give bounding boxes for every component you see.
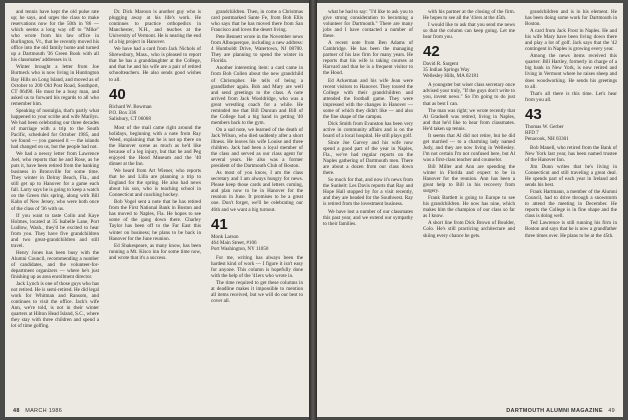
paragraph: grandchildren. Then, in come a Christmas card postmarked Sante Fe, from Bob Ellis who says that he has moved there from San Francisco and loves the desert living.	[211, 9, 303, 34]
class-notes-text	[109, 125, 201, 261]
paragraph: The time required to get these columns in at deadline makes it impossible to mention all items received, but we will do our best to cover all.	[211, 279, 303, 305]
class-notes-text	[211, 255, 303, 304]
paragraph: with his partner at the closing of the firm. He hopes to see all the '41ers at the 45th.	[423, 9, 515, 22]
left-column-3	[211, 9, 303, 305]
paragraph: On a sad note, we learned of the death of Jack Wilson, who died suddenly after a short illness. He leaves his wife Louise and three children. Jack had been a loyal member of the class and served as our class agent for several years. He also was a former president of the Dartmouth Club of Boston.	[211, 126, 303, 170]
paragraph: Bob Vogel sent a note that he has retired from the First National Bank in Boston and has moved to Naples, Fla. He hopes to see some of the gang down there. Charley Taylor has been off to the Far East this winter on business; he plans to be back in Hanover for the June reunion.	[109, 199, 201, 242]
paragraph: Bob Manell, who retired from the Bank of New York last year, has been named trustee of the Hanover Inn.	[525, 144, 617, 163]
paragraph: Among the news items received this quarter: Bill Hartley, formerly in charge of a big bank in New York, is now retired and living in Vermont where he raises sheep and does woodworking. He sends his greetings to all.	[525, 53, 617, 90]
class-secretary-address: Richard W. Bowman P.O. Box 336 Salisbury, CT 06068	[109, 103, 152, 122]
page-number: 48	[13, 408, 20, 414]
paragraph: It seems that Al did not retire, but he did get married — to a charming lady named Judy, and they are now living in Wellesley. I'm not certain I'm not confused here, but Al was a first-class teacher and counselor.	[423, 132, 515, 163]
paragraph: Winter brought a letter from Joe Burtneck who is now living in Huntington Bay Hills on Long Island, and moved as of October to 200 Old Post Road, Southport, CT 06490. He must be a busy man, and asked us to forward his regards to all who remember him.	[11, 64, 99, 107]
class-notes-text	[525, 145, 617, 239]
class-notes-text	[525, 9, 617, 103]
class-notes-text	[323, 9, 413, 227]
paragraph: Most of the mail came right around the holidays, beginning with a note from Ray Weed, explaining that he is not up there on the Hanover scene as much as he'd like because of a leg injury, but that he and Peg enjoyed the Hood Museum and the '40 dinner at the Inn.	[109, 124, 201, 167]
paragraph: Ted Lawrence is still running his firm in Boston and says that he is now a grandfather three times over. He plans to be at the 45th.	[525, 220, 617, 239]
paragraph: Jim Dunn writes that he's living in Connecticut and still traveling a great deal. He spends part of each year in Ireland and sends his best.	[525, 163, 617, 189]
paragraph: We heard from Art Wiener, who reports that he and Lilla are planning a trip to England for the spring. He also had news about his son, who is teaching school in Connecticut and coaching hockey.	[109, 168, 201, 199]
paragraph: Dick Smith from Evanston has been very active in community affairs and is on the board of a local hospital. He still plays golf.	[323, 120, 413, 139]
paragraph: So much for that, and now it's news from the Sunbelt: Les Davis reports that Ray and Hope Hall stopped by for a visit recently, and they are headed for the Southwest. Ray is retired from the investment business.	[323, 177, 413, 208]
paragraph: Jack Lynch is one of those guys who has not retired. He is semi-retired. He did legal work for Whitman and Ransom, and continues to visit the office. Jack's wife Ann, we're told, is not in their winter quarters at Hilton Head Island, S.C., where they stay with three children and spend a lot of time golfing.	[11, 281, 99, 330]
paragraph: That's all there is this time. Let's hear from you all.	[525, 90, 617, 103]
left-column-1	[11, 9, 99, 330]
publication-name: DARTMOUTH ALUMNI MAGAZINE	[506, 408, 603, 414]
paragraph: what he had to say: "I'd like to ask you to give strong consideration to becoming a volunteer for Dartmouth." There are many jobs and I have contacted a number of these.	[323, 9, 413, 40]
paragraph: If you want to taste Colin and Kaye Holmes, located at 35 Isabelle Lane, Port Ludlow, Wash., they'd be excited to hear from you. They have five grandchildren and two great-grandchildren and still travel.	[11, 212, 99, 249]
paragraph: For me, writing has always been the hardest kind of work — I figure it isn't easy for anyone. This column is hopefully done with the help of the '41ers who wrote in.	[211, 254, 303, 279]
page-number: 49	[608, 408, 615, 414]
paragraph: Ed Ackerman and his wife Jean were recent visitors to Hanover. They toured the College with their grandchildren and attended the football game. They were impressed with the changes in Hanover — some of which they didn't like — and also the fine shape of the campus.	[323, 77, 413, 120]
paragraph: Since Joe Garvey and his wife now spend a good part of the year in Naples, Fla., we've had regular reports on the Naples gathering of Dartmouth men. There are about a dozen from our class down there.	[323, 139, 413, 177]
paragraph: Bill Miller and Ann are spending the winter in Florida and expect to be in Hanover for the reunion. Ann has been a great help to Bill in his recovery from surgery.	[423, 163, 515, 195]
right-column-2	[423, 9, 515, 240]
left-page	[5, 3, 309, 417]
paragraph: A youngster but wiser class secretary once advised your truly, "If the guys don't write to you, invent news." So I'm going to do just that as best I can.	[423, 82, 515, 107]
class-secretary-address: Thomas W. Gerber RFD 7 Penacook, NH 03301	[525, 123, 569, 142]
paragraph: Dr. Dick Maroon is another guy who is plugging away at his life's work. He continues to practice orthopedics in Manchester, N.H., and teaches at the University of Vermont. He is nearing the end of a big project in Hanover.	[109, 9, 201, 46]
paragraph: We had a newsy letter from Lawrence Joel, who reports that he and Rose, as he puts it, have been retired from the banking business in Bronxville for some time. They winter in Delray Beach, Fla., and still get up to Hanover for a game each fall. Larry says he is going to keep a watch on the Green this spring, along with Bill Kahn of New Jersey, who were both once of the class of '36 with us.	[11, 151, 99, 212]
class-year-heading: 41	[211, 215, 228, 233]
class-notes-text	[423, 82, 515, 238]
paragraph: Ed Shakespeare, as many know, has been running a Mt. Kisco inn for some time now, and wrote that it's a success.	[109, 242, 201, 261]
paragraph: A recent note from Ben Adams of Cambridge. He has been the managing partner of his law firm for many years. He reports that his wife is taking courses at Harvard and that he is a frequent visitor to the Hood.	[323, 40, 413, 77]
class-notes-text	[109, 9, 201, 83]
paragraph: Speaking of nostalgia, that's partly what happened to your scribe and wife Marilyn. We had been celebrating our three decades of marriage with a trip to the South Pacific, scheduled for October 1985, and we found — you guessed it — the islands had changed on us, but the people had not.	[11, 107, 99, 151]
paragraph: We have had a card from Jack Nichols of Shrewsbury, Mass., who is pleased to report that he has a granddaughter at the College, and that he and his wife are a pair of retired schoolteachers. He also sends good wishes to all.	[109, 46, 201, 83]
paragraph: The man was right; we wrote recently that Al Graduell was retired, living in Naples, and that he'd like to hear from classmates. He'd taken up tennis.	[423, 107, 515, 132]
paragraph: As most of you know, I am the class secretary and I am always hungry for news. Please keep those cards and letters coming, and plan now to be in Hanover for the reunion in June. It promises to be a great one. Don't forget, we'll be celebrating our 46th and we want a big turnout.	[211, 170, 303, 213]
right-column-3	[525, 9, 617, 240]
right-folio	[506, 408, 615, 414]
class-notes-text	[211, 9, 303, 213]
class-notes-text	[11, 9, 99, 329]
paragraph: Another interesting item: a card came in from Bob Cullen about the new grandchild of Christopher. He tells of being a grandfather again. Bob and Mary are well and send greetings to the class. A note arrived from Jack Wooldridge, who was a great wrestling coach for a while. He reminded me that Bill Duncan and Bill of the College had a big hand in getting '40 members back to the gym.	[211, 65, 303, 126]
paragraph: Frank Hartmann, a member of the Alumni Council, had to drive through a snowstorm to attend the meeting in December. He reports the College is in fine shape and the class is doing well.	[525, 189, 617, 220]
paragraph: A short line from Dick Brown of Boulder, Colo. He's still practicing architecture and skiing every chance he gets.	[423, 220, 515, 239]
paragraph: Pete Bennett wrote in the November news from Albuquerque, including a new address: 4 Humboldt Drive, Watertown, NJ 08700. They are planning to spend the winter in Florida.	[211, 34, 303, 65]
paragraph: Henry Jones has been busy with the Alumni Council, recommending a number of candidates, and the volunteer-for-department organizers — where he's just finishing up as area enrollment director.	[11, 249, 99, 281]
binding-gutter	[309, 0, 317, 420]
right-column-1	[323, 9, 413, 228]
paragraph: Frank Bartlett is going to Europe to see his grandchildren. He now has nine, which makes him the champion of our class so far as I know.	[423, 195, 515, 220]
paragraph: I would like to ask that you send me news so that the column can keep going. Let me hear from you.	[423, 22, 515, 41]
paragraph: grandchildren and is in his element. He has been doing some work for Dartmouth in Boston.	[525, 9, 617, 28]
class-secretary-address: Monk Larson 464 Main Street, #106 Port Washington, NY 11050	[211, 233, 269, 252]
class-year-heading: 42	[423, 43, 440, 61]
paragraph: and tennis have kept the old pulse rate up; he says, and urges the class to make reservations now for the 50th in '86 — which seems a long way off to "Mike" who wrote from his law office in Burlington, Vt., that he recently moved his office into the old family home and turned up a Dartmouth '36 Green Book with all his classmates' addresses in it.	[11, 9, 99, 64]
class-notes-text	[423, 9, 515, 40]
left-column-2	[109, 9, 201, 262]
left-folio	[13, 408, 62, 414]
class-year-heading: 43	[525, 105, 542, 123]
right-page	[317, 3, 623, 417]
paragraph: A card from Jack Frost in Naples. He and his wife Mary have been living down there and play a lot of golf. Jack says that the '42 contingent in Naples is growing every year.	[525, 28, 617, 53]
class-secretary-address: David R. Sargent 35 Indian Springs Way Wellesley Hills, MA 02181	[423, 61, 479, 80]
paragraph: We have lost a number of our classmates this past year, and we extend our sympathy to their families.	[323, 208, 413, 227]
class-year-heading: 40	[109, 85, 126, 103]
issue-date: MARCH 1986	[25, 408, 63, 414]
